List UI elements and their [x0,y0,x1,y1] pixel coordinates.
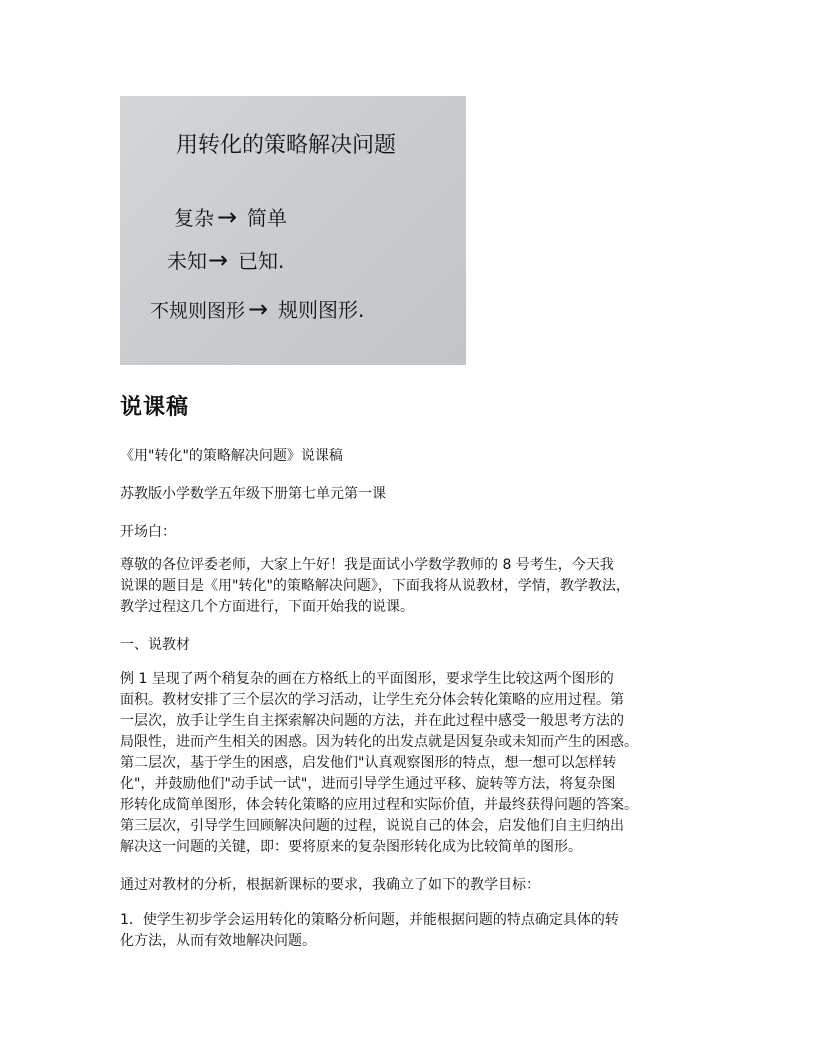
opening-line: 说课的题目是《用"转化"的策略解决问题》，下面我将从说教材，学情，教学教法， [120,578,630,594]
note-arrow-3-icon: → [248,295,269,323]
note-arrow-1-icon: → [217,203,238,231]
note-item-3-to: 规则图形. [278,298,365,322]
note-item-2-from: 未知 [167,249,207,273]
example-line: 第二层次，基于学生的困惑，启发他们"认真观察图形的特点，想一想可以怎样转 [120,755,617,771]
handwritten-note-photo [120,96,466,365]
example-line: 第三层次，引导学生回顾解决问题的过程，说说自己的体会，启发他们自主归纳出 [120,818,624,834]
example-line: 局限性，进而产生相关的困惑。因为转化的出发点就是因复杂或未知而产生的困惑。 [120,734,638,750]
note-item-2-to: 已知. [238,249,285,273]
goal-line: 化方法，从而有效地解决问题。 [120,933,316,949]
note-item-1-to: 简单 [247,206,287,230]
example-line: 例 1 呈现了两个稍复杂的画在方格纸上的平面图形，要求学生比较这两个图形的 [120,671,614,687]
opening-label: 开场白： [120,524,176,540]
note-arrow-2-icon: → [208,246,229,274]
doc-subtitle: 苏教版小学数学五年级下册第七单元第一课 [120,486,386,502]
example-line: 一层次，放手让学生自主探索解决问题的方法，并在此过程中感受一般思考方法的 [120,713,624,729]
handwritten-note-drawing [120,96,466,365]
example-line: 化"，并鼓励他们"动手试一试"，进而引导学生通过平移、旋转等方法，将复杂图 [120,776,616,792]
goal-1-paragraph [120,910,619,952]
section-heading-textbook: 一、说教材 [120,637,190,653]
opening-line: 教学过程这几个方面进行，下面开始我的说课。 [120,599,414,615]
note-title: 用转化的策略解决问题 [176,133,397,158]
example-paragraph [120,669,638,858]
example-line: 解决这一问题的关键，即：要将原来的复杂图形转化成为比较简单的图形。 [120,839,582,855]
note-item-1-from: 复杂 [174,206,214,230]
doc-title-line: 《用"转化"的策略解决问题》说课稿 [120,448,343,464]
note-item-3-from: 不规则图形 [150,300,246,322]
goal-line: 1．使学生初步学会运用转化的策略分析问题，并能根据问题的特点确定具体的转 [120,912,619,928]
opening-line: 尊敬的各位评委老师，大家上午好！我是面试小学数学教师的 8 号考生，今天我 [120,557,614,573]
page-heading: 说课稿 [120,395,190,420]
example-line: 面积。教材安排了三个层次的学习活动，让学生充分体会转化策略的应用过程。第 [120,692,624,708]
opening-paragraph [120,555,630,618]
example-line: 形转化成简单图形，体会转化策略的应用过程和实际价值，并最终获得问题的答案。 [120,797,638,813]
goals-intro: 通过对教材的分析，根据新课标的要求，我确立了如下的教学目标： [120,877,540,893]
